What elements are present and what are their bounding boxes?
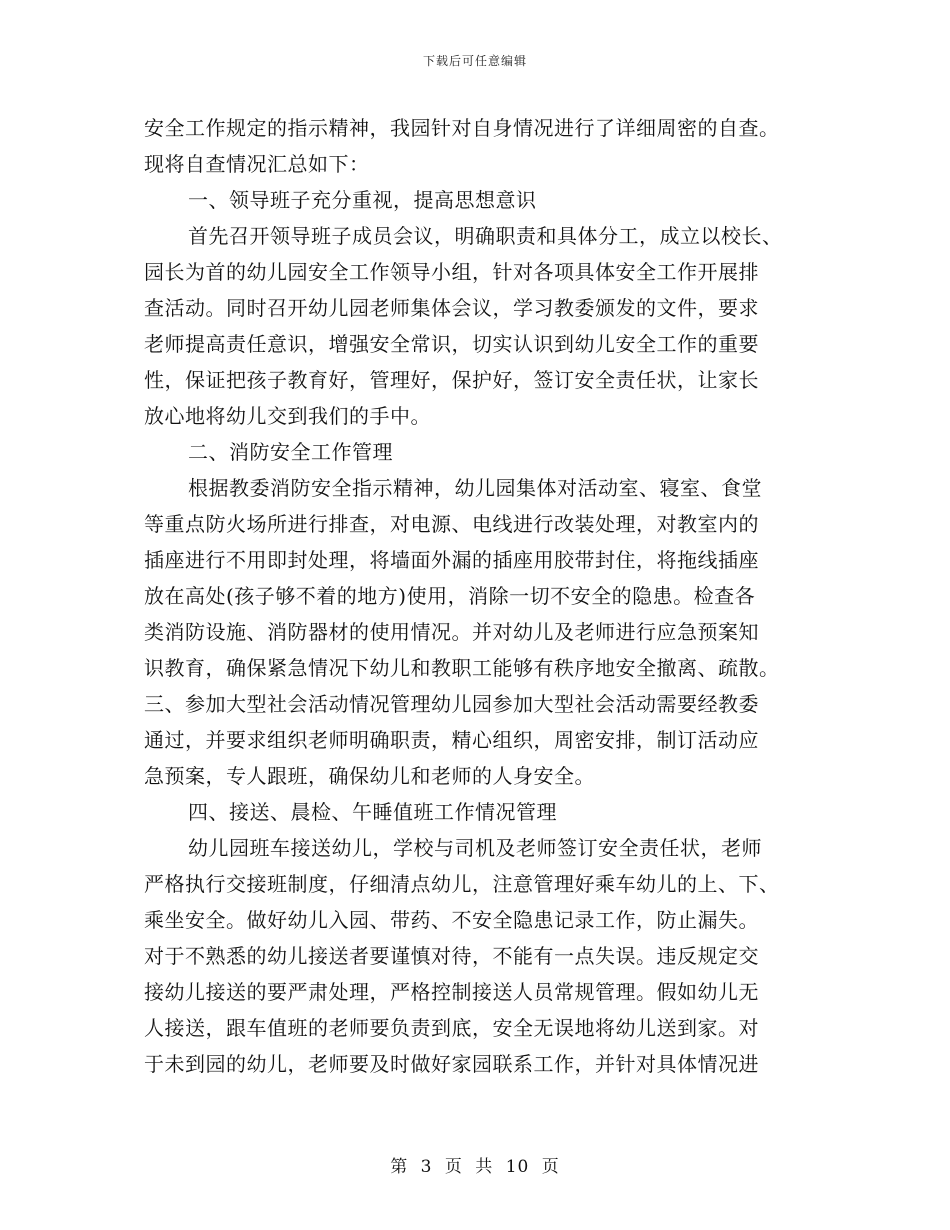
text-line: 严格执行交接班制度，仔细清点幼儿，注意管理好乘车幼儿的上、下、 (144, 872, 780, 896)
text-line: 查活动。同时召开幼儿园老师集体会议，学习教委颁发的文件，要求 (144, 296, 759, 320)
text-line: 于未到园的幼儿，老师要及时做好家园联系工作，并针对具体情况进 (144, 1052, 759, 1076)
text-line: 急预案，专人跟班，确保幼儿和老师的人身安全。 (144, 764, 595, 788)
document-body (144, 110, 812, 1082)
section-heading: 四、接送、晨检、午睡值班工作情况管理 (188, 800, 557, 824)
text-line: 现将自查情况汇总如下： (144, 152, 370, 176)
text-line: 等重点防火场所进行排查，对电源、电线进行改装处理，对教室内的 (144, 512, 759, 536)
text-line: 通过，并要求组织老师明确职责，精心组织，周密安排，制订活动应 (144, 728, 759, 752)
section-heading: 二、消防安全工作管理 (188, 440, 393, 464)
page-footer: 第 3 页 共 10 页 (390, 1157, 560, 1177)
text-line: 性，保证把孩子教育好，管理好，保护好，签订安全责任状，让家长 (144, 368, 759, 392)
text-line: 三、参加大型社会活动情况管理幼儿园参加大型社会活动需要经教委 (144, 692, 759, 716)
text-line: 安全工作规定的指示精神，我园针对自身情况进行了详细周密的自查。 (144, 116, 780, 140)
text-line: 识教育，确保紧急情况下幼儿和教职工能够有秩序地安全撤离、疏散。 (144, 656, 780, 680)
text-line: 放心地将幼儿交到我们的手中。 (144, 404, 431, 428)
text-line: 人接送，跟车值班的老师要负责到底，安全无误地将幼儿送到家。对 (144, 1016, 759, 1040)
section-heading: 一、领导班子充分重视，提高思想意识 (188, 188, 537, 212)
text-line: 首先召开领导班子成员会议，明确职责和具体分工，成立以校长、 (188, 224, 783, 248)
text-line: 对于不熟悉的幼儿接送者要谨慎对待，不能有一点失误。违反规定交 (144, 944, 759, 968)
page-header: 下载后可任意编辑 (422, 54, 527, 68)
text-line: 园长为首的幼儿园安全工作领导小组，针对各项具体安全工作开展排 (144, 260, 759, 284)
text-line: 幼儿园班车接送幼儿，学校与司机及老师签订安全责任状，老师 (188, 836, 762, 860)
text-line: 乘坐安全。做好幼儿入园、带药、不安全隐患记录工作，防止漏失。 (144, 908, 759, 932)
text-line: 根据教委消防安全指示精神，幼儿园集体对活动室、寝室、食堂 (188, 476, 762, 500)
text-line: 老师提高责任意识，增强安全常识，切实认识到幼儿安全工作的重要 (144, 332, 759, 356)
text-line: 类消防设施、消防器材的使用情况。并对幼儿及老师进行应急预案知 (144, 620, 759, 644)
text-line: 放在高处(孩子够不着的地方)使用，消除一切不安全的隐患。检查各 (144, 584, 756, 608)
text-line: 接幼儿接送的要严肃处理，严格控制接送人员常规管理。假如幼儿无 (144, 980, 759, 1004)
text-line: 插座进行不用即封处理，将墙面外漏的插座用胶带封住，将拖线插座 (144, 548, 759, 572)
